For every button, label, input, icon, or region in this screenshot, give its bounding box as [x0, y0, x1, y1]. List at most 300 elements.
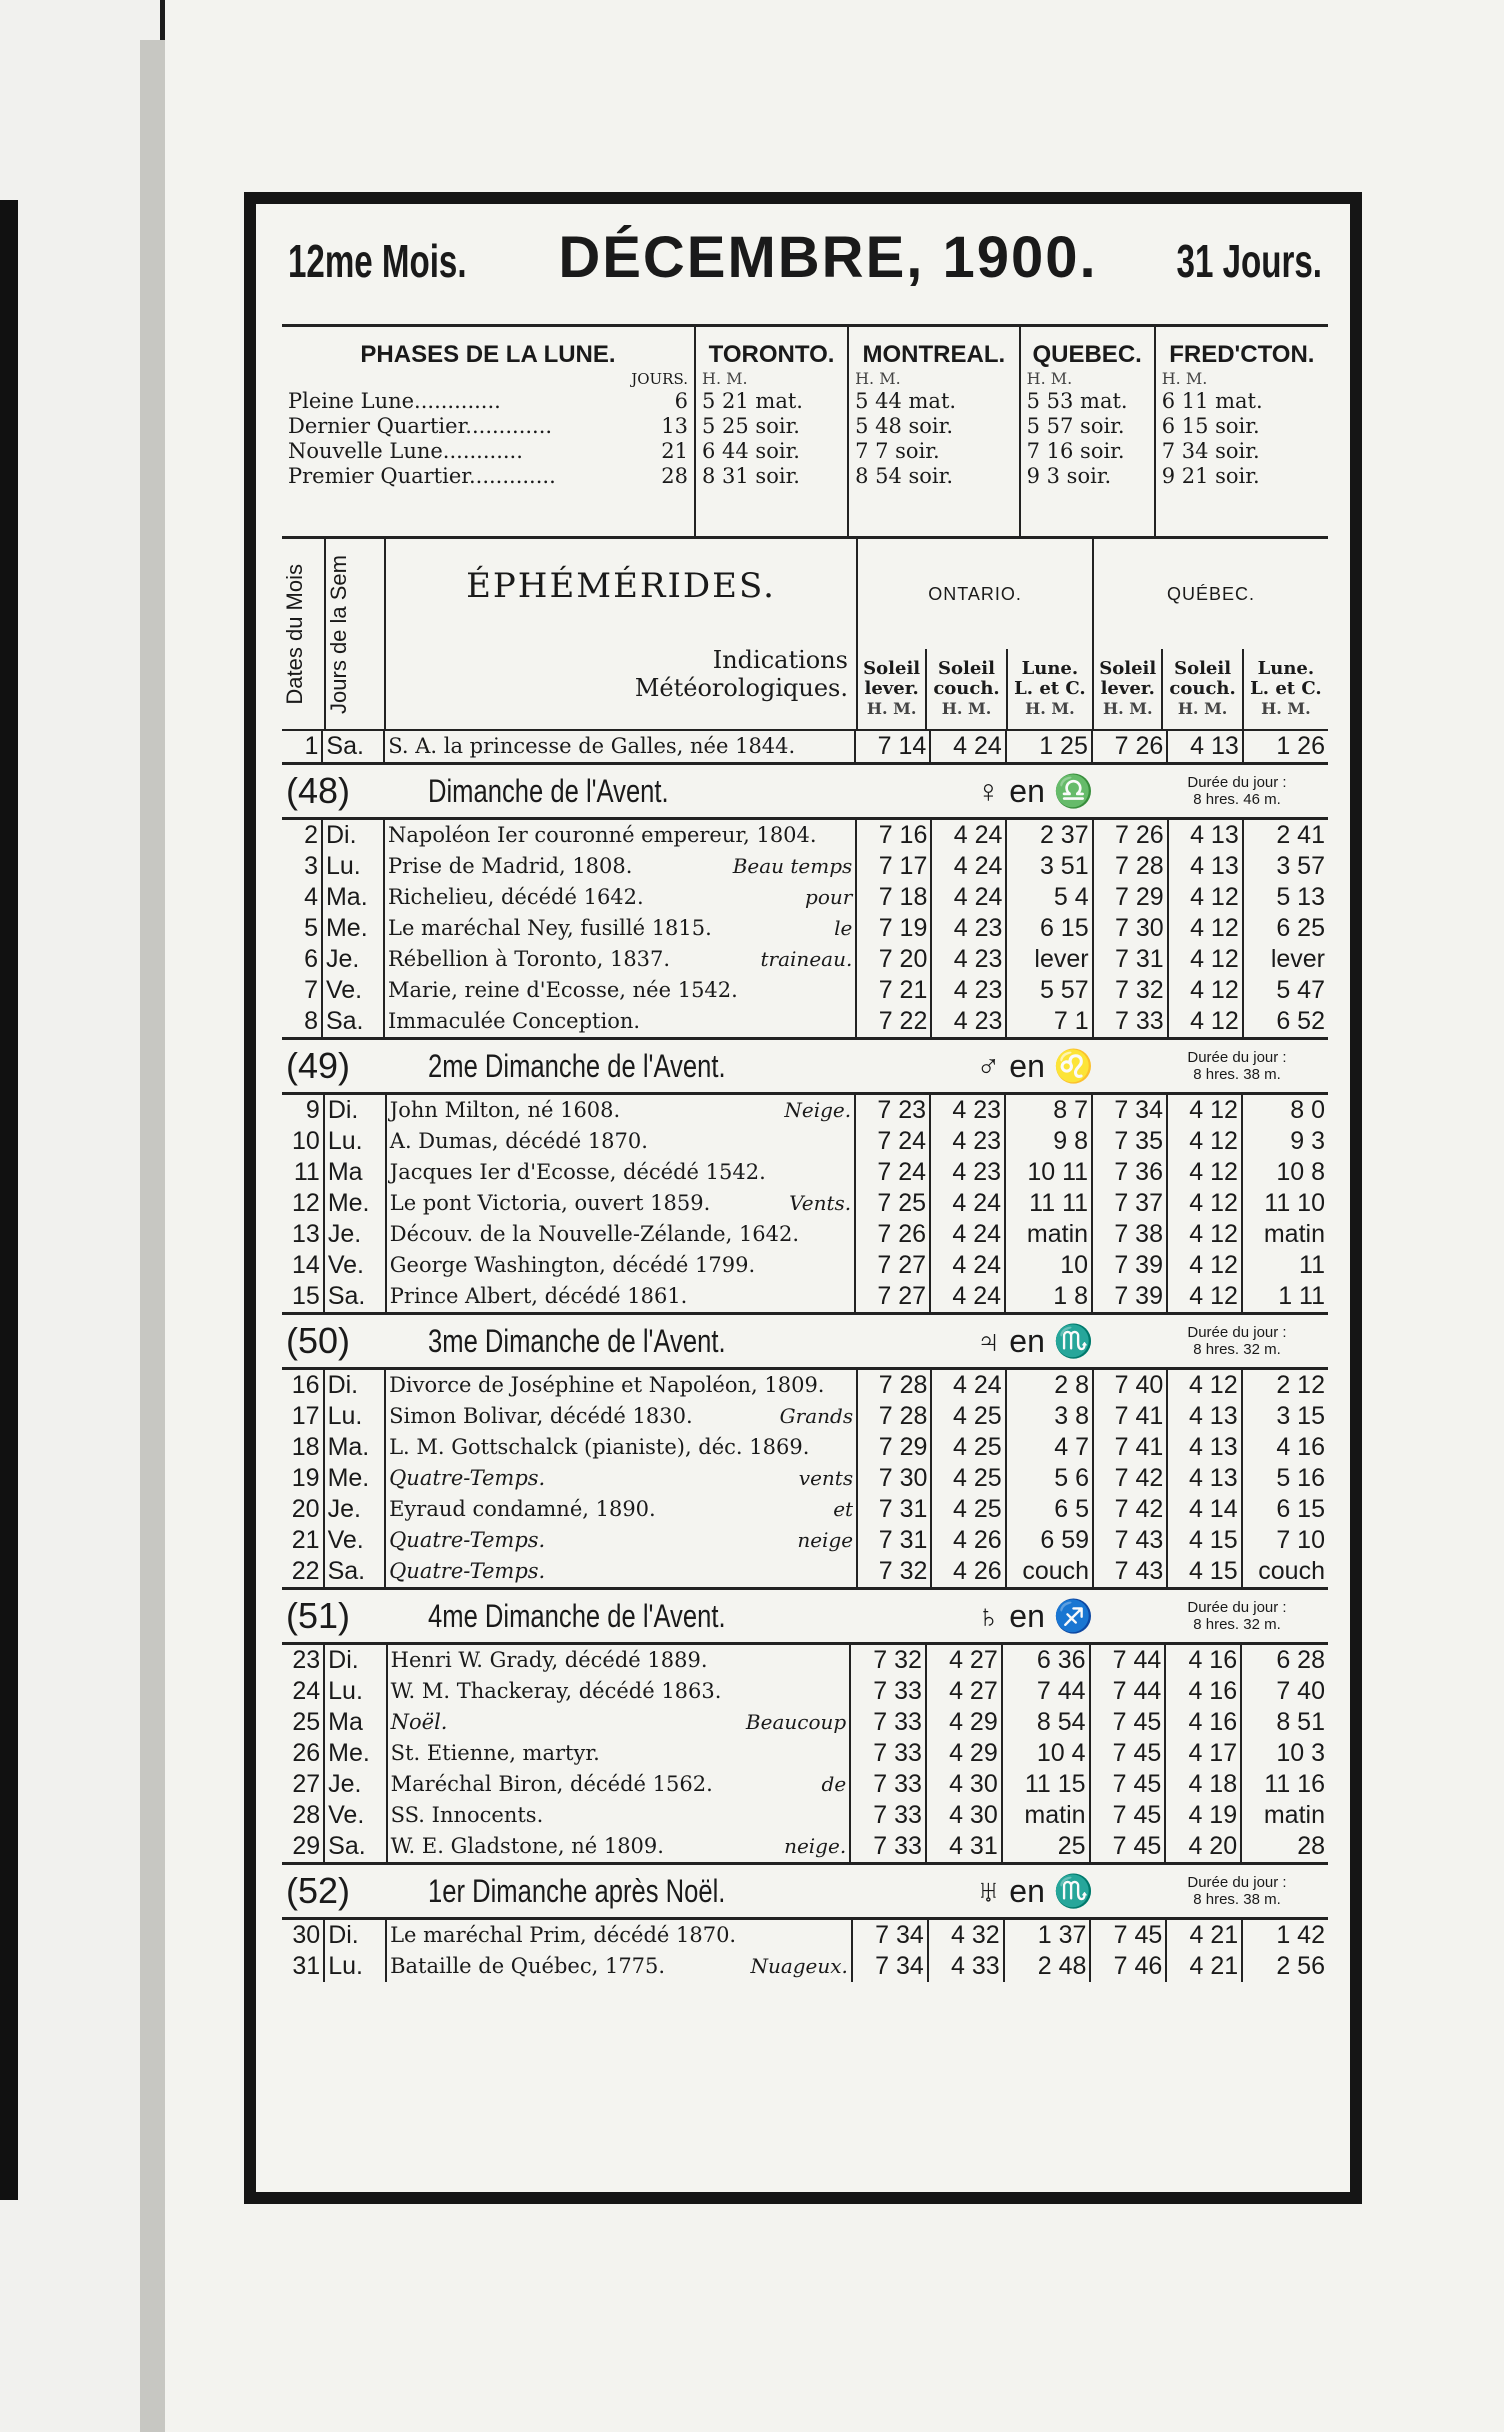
ephemeris-cell: [387, 1676, 851, 1707]
day-length: [1146, 1039, 1328, 1094]
time-cell: 9 3: [1242, 1126, 1328, 1157]
time-cell: 7 18: [856, 882, 931, 913]
subcol-line: L. et C.: [1250, 678, 1322, 699]
time-cell: 7 39: [1092, 1250, 1167, 1281]
region-quebec: QUÉBEC.: [1093, 539, 1328, 649]
day-number: 2: [304, 821, 318, 849]
time-cell: 4 21: [1166, 1920, 1242, 1951]
left-page-edge: [0, 0, 160, 2432]
day-row: [282, 1006, 1328, 1037]
phase-time: 5 25 soir.: [702, 414, 800, 438]
subcol-line: Lune.: [1021, 658, 1079, 679]
event-text: W. M. Thackeray, décédé 1863.: [390, 1679, 722, 1703]
time-cell: 5 16: [1242, 1463, 1328, 1494]
time-cell: 7 34: [852, 1920, 928, 1951]
time-cell: 2 8: [1006, 1370, 1093, 1401]
day-number: 3: [304, 852, 318, 880]
ephemeris-cell: [384, 851, 856, 882]
time-cell: 7 28: [857, 1401, 931, 1432]
event-text: Le pont Victoria, ouvert 1859.: [389, 1191, 711, 1215]
time-cell: 7 27: [855, 1250, 930, 1281]
time-cell: 7 33: [1093, 1006, 1168, 1037]
time-cell: lever: [1243, 944, 1328, 975]
days-table: [282, 1920, 1328, 1982]
time-cell: 4 17: [1165, 1738, 1241, 1769]
event-text: Marie, reine d'Ecosse, née 1542.: [388, 978, 738, 1002]
time-cell: 7 22: [856, 1006, 931, 1037]
phase-time: 6 15 soir.: [1161, 414, 1260, 438]
day-number: 19: [291, 1464, 320, 1492]
day-row: [282, 1769, 1328, 1800]
time-cell: 7 20: [856, 944, 931, 975]
time-cell: 7 21: [856, 975, 931, 1006]
ephemeris-cell: [386, 1250, 855, 1281]
phase-time: 8 54 soir.: [855, 464, 954, 488]
day-length: [1146, 1589, 1328, 1644]
ephemeris-cell: [387, 1645, 851, 1676]
time-cell: 7 31: [857, 1494, 931, 1525]
time-cell: 4 16: [1165, 1707, 1241, 1738]
time-cell: 7 41: [1093, 1401, 1167, 1432]
weekday: Di.: [322, 820, 384, 851]
day-number: 7: [304, 976, 318, 1004]
time-cell: 4 20: [1165, 1831, 1241, 1862]
time-cell: 4 26: [931, 1525, 1005, 1556]
time-cell: 7 14: [855, 731, 930, 762]
ephemeris-cell: [387, 1800, 851, 1831]
ephemeris-cell: [386, 1219, 855, 1250]
weekday: Ma.: [324, 1432, 386, 1463]
day-number: 20: [291, 1495, 320, 1523]
time-cell: 7 45: [1090, 1769, 1166, 1800]
event-text: Napoléon Ier couronné empereur, 1804.: [388, 823, 817, 847]
time-cell: 8 0: [1242, 1095, 1328, 1126]
time-cell: 7 40: [1093, 1370, 1167, 1401]
phase-time: 6 11 mat.: [1161, 389, 1263, 413]
time-cell: 5 6: [1006, 1463, 1093, 1494]
time-cell: 4 12: [1168, 944, 1243, 975]
event-text: Prise de Madrid, 1808.: [388, 854, 633, 878]
week-header: [282, 1312, 1328, 1370]
weather-note: Beau temps: [732, 854, 853, 878]
event-text: Richelieu, décédé 1642.: [388, 885, 644, 909]
time-cell: 7 33: [850, 1800, 926, 1831]
time-cell: 5 57: [1006, 975, 1092, 1006]
day-row: [282, 820, 1328, 851]
time-cell: 7 42: [1093, 1494, 1167, 1525]
day-row: [282, 1831, 1328, 1862]
phase-day: 6: [674, 389, 688, 413]
time-cell: 2 56: [1242, 1951, 1328, 1982]
time-cell: 4 12: [1167, 1157, 1242, 1188]
day-number: 6: [304, 945, 318, 973]
event-text: Quatre-Temps.: [389, 1466, 546, 1490]
day-length: [1146, 1314, 1328, 1369]
phases-header: PHASES DE LA LUNE.: [360, 341, 616, 368]
time-cell: 1 8: [1005, 1281, 1092, 1312]
time-cell: 4 15: [1167, 1525, 1241, 1556]
time-cell: 7 32: [850, 1645, 926, 1676]
subcol-header: [1162, 649, 1242, 730]
day-row: [282, 1095, 1328, 1126]
time-cell: 4 18: [1165, 1769, 1241, 1800]
ephemeris-cell: [385, 1401, 857, 1432]
time-cell: 7 34: [852, 1951, 928, 1982]
time-cell: 6 15: [1242, 1494, 1328, 1525]
time-cell: 7 35: [1092, 1126, 1167, 1157]
ephemeris-cell: [384, 913, 856, 944]
day-number: 9: [305, 1096, 320, 1124]
weekday: Lu.: [324, 1676, 387, 1707]
day-row: [282, 1920, 1328, 1951]
event-text: Le maréchal Ney, fusillé 1815.: [388, 916, 712, 940]
week-name-cell: [427, 1039, 924, 1094]
day-row: [282, 1219, 1328, 1250]
weather-note: Grands: [779, 1404, 854, 1428]
phase-name: Premier Quartier.............: [288, 464, 556, 488]
time-cell: 7 44: [1090, 1645, 1166, 1676]
subcol-line: lever.: [864, 678, 919, 699]
time-cell: 1 26: [1243, 731, 1328, 762]
week-header: [282, 1587, 1328, 1645]
weekday: Sa.: [324, 1831, 387, 1862]
city-quebec: [1020, 327, 1155, 538]
time-cell: lever: [1006, 944, 1092, 975]
time-cell: 4 25: [931, 1494, 1005, 1525]
event-text: L. M. Gottschalck (pianiste), déc. 1869.: [389, 1435, 810, 1459]
time-cell: 4 12: [1167, 1250, 1242, 1281]
weather-note: neige.: [784, 1834, 847, 1858]
time-cell: 4 16: [1165, 1676, 1241, 1707]
planet-position: ♂ en ♌: [976, 1048, 1094, 1084]
time-cell: 3 8: [1006, 1401, 1093, 1432]
time-cell: 1 11: [1242, 1281, 1328, 1312]
time-cell: 7 10: [1242, 1525, 1328, 1556]
phase-names: [288, 389, 556, 489]
time-cell: 9 8: [1005, 1126, 1092, 1157]
day-row: [282, 1126, 1328, 1157]
time-cell: 4 7: [1006, 1432, 1093, 1463]
time-cell: 7 45: [1090, 1831, 1166, 1862]
weekday: Ve.: [324, 1800, 387, 1831]
time-cell: 7 44: [1002, 1676, 1090, 1707]
week-number: (49): [286, 1045, 351, 1086]
left-page-shadow: [0, 200, 18, 2200]
phase-time: 5 44 mat.: [855, 389, 957, 413]
ephemeris-cell: [385, 1432, 857, 1463]
time-cell: 7 24: [855, 1157, 930, 1188]
time-cell: 4 26: [931, 1556, 1005, 1587]
day-row: [282, 1951, 1328, 1982]
planet-position: ♃ en ♏: [976, 1323, 1094, 1359]
week-header: [282, 1862, 1328, 1920]
weekday: Je.: [324, 1494, 386, 1525]
subcol-line: couch.: [1169, 678, 1236, 699]
event-text: S. A. la princesse de Galles, née 1844.: [388, 734, 796, 758]
indications-label: Indications: [712, 646, 848, 674]
day-number: 17: [291, 1402, 320, 1430]
time-cell: 6 52: [1243, 1006, 1328, 1037]
time-cell: 7 31: [857, 1525, 931, 1556]
day-length-value: 8 hres. 32 m.: [1193, 1616, 1281, 1633]
hm-label: H. M.: [1161, 369, 1208, 388]
time-cell: 1 42: [1242, 1920, 1328, 1951]
time-cell: 10 8: [1242, 1157, 1328, 1188]
day-length-label: Durée du jour :: [1187, 1874, 1287, 1891]
weekday: Ma.: [322, 882, 384, 913]
weekday: Ma: [324, 1707, 387, 1738]
time-cell: 7 45: [1090, 1738, 1166, 1769]
moon-phases-table: [282, 327, 1328, 539]
time-cell: 4 30: [926, 1769, 1002, 1800]
meteo-label: Météorologiques.: [634, 674, 848, 702]
day-number: 22: [291, 1557, 320, 1585]
day-row: [282, 1525, 1328, 1556]
time-cell: 4 13: [1167, 1432, 1241, 1463]
time-cell: 7 29: [857, 1432, 931, 1463]
time-cell: 8 7: [1005, 1095, 1092, 1126]
time-cell: 6 25: [1243, 913, 1328, 944]
weekday: Me.: [324, 1738, 387, 1769]
time-cell: 2 37: [1006, 820, 1092, 851]
time-cell: 10 3: [1241, 1738, 1328, 1769]
ephemeris-cell: [387, 1707, 851, 1738]
month-title: DÉCEMBRE, 1900.: [558, 225, 1098, 290]
day-number: 10: [292, 1127, 320, 1155]
time-cell: 7 41: [1093, 1432, 1167, 1463]
phase-day: 21: [661, 439, 688, 463]
time-cell: 4 12: [1168, 913, 1243, 944]
weekday: Ve.: [322, 975, 384, 1006]
hm-label: H. M.: [941, 699, 992, 718]
time-cell: 5 4: [1006, 882, 1092, 913]
time-cell: 4 13: [1167, 1401, 1241, 1432]
subcol-header: [1093, 649, 1162, 730]
day-number: 4: [304, 883, 318, 911]
days-table: [282, 1095, 1328, 1312]
time-cell: 7 39: [1092, 1281, 1167, 1312]
weather-note: neige: [797, 1528, 854, 1552]
phase-time: 8 31 soir.: [702, 464, 800, 488]
day-row: [282, 1556, 1328, 1587]
time-cell: 4 12: [1167, 1126, 1242, 1157]
time-cell: 7 43: [1093, 1556, 1167, 1587]
time-cell: 7 33: [850, 1707, 926, 1738]
event-text: Découv. de la Nouvelle-Zélande, 1642.: [389, 1222, 800, 1246]
day-row: [282, 1645, 1328, 1676]
day-row: [282, 1800, 1328, 1831]
time-cell: 4 15: [1167, 1556, 1241, 1587]
time-cell: couch: [1006, 1556, 1093, 1587]
weekday: Ve.: [324, 1250, 386, 1281]
ephemeris-cell: [384, 820, 856, 851]
time-cell: 4 24: [930, 1281, 1005, 1312]
time-cell: 4 25: [931, 1432, 1005, 1463]
phase-time: 7 7 soir.: [855, 439, 940, 463]
week-header: [282, 1037, 1328, 1095]
day-number: 13: [292, 1220, 320, 1248]
event-text: SS. Innocents.: [390, 1803, 544, 1827]
weather-note: traineau.: [760, 947, 853, 971]
phase-time: 5 48 soir.: [855, 414, 954, 438]
event-text: St. Etienne, martyr.: [390, 1741, 600, 1765]
week-number: (48): [286, 770, 351, 811]
time-cell: 4 31: [926, 1831, 1002, 1862]
week-name-cell: [427, 1864, 924, 1919]
event-text: Divorce de Joséphine et Napoléon, 1809.: [389, 1373, 825, 1397]
ephemeris-cell: [386, 1951, 852, 1982]
time-cell: 7 30: [857, 1463, 931, 1494]
day-row: [282, 975, 1328, 1006]
city-montreal: [848, 327, 1020, 538]
weekday: Di.: [324, 1095, 386, 1126]
weather-note: Nuageux.: [750, 1954, 848, 1978]
weather-note: Neige.: [784, 1098, 852, 1122]
weather-note: Vents.: [789, 1191, 852, 1215]
ephemeris-cell: [386, 1126, 855, 1157]
day-length-value: 8 hres. 38 m.: [1193, 1066, 1281, 1083]
day-row: [282, 882, 1328, 913]
day-row: [282, 851, 1328, 882]
city-name: MONTREAL.: [862, 341, 1006, 368]
city-name: QUEBEC.: [1032, 341, 1142, 368]
weekday: Je.: [324, 1769, 387, 1800]
day-row: [282, 1157, 1328, 1188]
title-row: [282, 224, 1328, 327]
days-table: [282, 1645, 1328, 1862]
day-length-label: Durée du jour :: [1187, 774, 1287, 791]
week-name: 3me Dimanche de l'Avent.: [428, 1322, 726, 1359]
weekday: Me.: [324, 1188, 386, 1219]
hm-label: H. M.: [855, 369, 901, 388]
day-number: 15: [292, 1282, 320, 1310]
week-name: 1er Dimanche après Noël.: [428, 1872, 726, 1909]
time-cell: 4 24: [931, 882, 1006, 913]
day-row: [282, 1281, 1328, 1312]
weekday: Je.: [322, 944, 384, 975]
time-cell: 4 13: [1168, 851, 1243, 882]
time-cell: 4 13: [1168, 820, 1243, 851]
day-number: 28: [292, 1801, 321, 1829]
time-cell: 7 23: [855, 1095, 930, 1126]
time-cell: 4 27: [926, 1676, 1002, 1707]
time-cell: 2 12: [1242, 1370, 1328, 1401]
event-text: Jacques Ier d'Ecosse, décédé 1542.: [389, 1160, 766, 1184]
planet-position: ♀ en ♎: [976, 773, 1094, 809]
day-row: [282, 1432, 1328, 1463]
time-cell: 7 45: [1090, 1920, 1166, 1951]
ephem-title-cell: [385, 539, 857, 730]
subcol-header: [1007, 649, 1093, 730]
ephemeris-cell: [385, 1463, 857, 1494]
subcol-header: [926, 649, 1006, 730]
week-number: (52): [286, 1870, 351, 1911]
weekday: Sa.: [324, 1556, 386, 1587]
phase-time: 7 34 soir.: [1161, 439, 1260, 463]
day-count: 31 Jours.: [1176, 235, 1322, 287]
jours-label: JOURS.: [631, 370, 688, 388]
weekday: Di.: [324, 1645, 387, 1676]
time-cell: 4 24: [931, 1370, 1005, 1401]
time-cell: 7 36: [1092, 1157, 1167, 1188]
week-name: Dimanche de l'Avent.: [428, 772, 669, 809]
calendar-frame: [244, 192, 1362, 2204]
day-number: 30: [292, 1921, 321, 1949]
time-cell: 7 37: [1092, 1188, 1167, 1219]
time-cell: 4 24: [930, 1219, 1005, 1250]
time-cell: 7 16: [856, 820, 931, 851]
time-cell: 2 48: [1004, 1951, 1091, 1982]
time-cell: 4 23: [930, 1126, 1005, 1157]
day-length-value: 8 hres. 32 m.: [1193, 1341, 1281, 1358]
time-cell: 4 12: [1167, 1188, 1242, 1219]
time-cell: 11: [1242, 1250, 1328, 1281]
time-cell: 11 15: [1002, 1769, 1090, 1800]
city-times: [1162, 389, 1322, 489]
day-row: [282, 1738, 1328, 1769]
subcol-line: Lune.: [1257, 658, 1315, 679]
time-cell: 10: [1005, 1250, 1092, 1281]
day-number: 11: [293, 1158, 320, 1186]
weekday: Lu.: [324, 1951, 386, 1982]
event-text: Immaculée Conception.: [388, 1009, 641, 1033]
time-cell: 5 47: [1243, 975, 1328, 1006]
ephemeris-cell: [386, 1188, 855, 1219]
time-cell: 25: [1002, 1831, 1090, 1862]
days-table: [282, 1370, 1328, 1587]
day-number: 29: [292, 1832, 321, 1860]
time-cell: 7 26: [855, 1219, 930, 1250]
time-cell: 11 11: [1005, 1188, 1092, 1219]
time-cell: 1 25: [1006, 731, 1092, 762]
weekday: Di.: [324, 1370, 386, 1401]
time-cell: 7 25: [855, 1188, 930, 1219]
day-number: 14: [292, 1251, 320, 1279]
time-cell: 6 59: [1006, 1525, 1093, 1556]
event-text: A. Dumas, décédé 1870.: [389, 1129, 648, 1153]
month-number: 12me Mois.: [288, 235, 467, 287]
time-cell: matin: [1241, 1800, 1328, 1831]
phase-time: 5 21 mat.: [702, 389, 803, 413]
subcol-line: couch.: [933, 678, 1000, 699]
time-cell: 6 5: [1006, 1494, 1093, 1525]
time-cell: 4 12: [1168, 882, 1243, 913]
phase-name: Pleine Lune.............: [288, 389, 501, 413]
time-cell: 3 15: [1242, 1401, 1328, 1432]
col-jours-header: [325, 539, 385, 730]
day-number: 16: [291, 1371, 320, 1399]
hm-label: H. M.: [1026, 369, 1073, 388]
event-text: Prince Albert, décédé 1861.: [389, 1284, 688, 1308]
ephemeris-cell: [384, 731, 855, 762]
day-row: [282, 1250, 1328, 1281]
phase-name: Dernier Quartier.............: [288, 414, 553, 438]
planet-position: ♄ en ♐: [976, 1598, 1094, 1634]
ephemeris-cell: [384, 944, 856, 975]
day-length: [1146, 764, 1328, 819]
day-length-label: Durée du jour :: [1187, 1599, 1287, 1616]
time-cell: 7 29: [1093, 882, 1168, 913]
day-number: 27: [292, 1770, 321, 1798]
time-cell: 1 37: [1004, 1920, 1091, 1951]
time-cell: 6 28: [1241, 1645, 1328, 1676]
phase-time: 6 44 soir.: [702, 439, 800, 463]
time-cell: 10 11: [1005, 1157, 1092, 1188]
time-cell: 7 26: [1092, 731, 1167, 762]
time-cell: 7 28: [857, 1370, 931, 1401]
time-cell: 4 33: [928, 1951, 1004, 1982]
ephemeris-cell: [387, 1738, 851, 1769]
